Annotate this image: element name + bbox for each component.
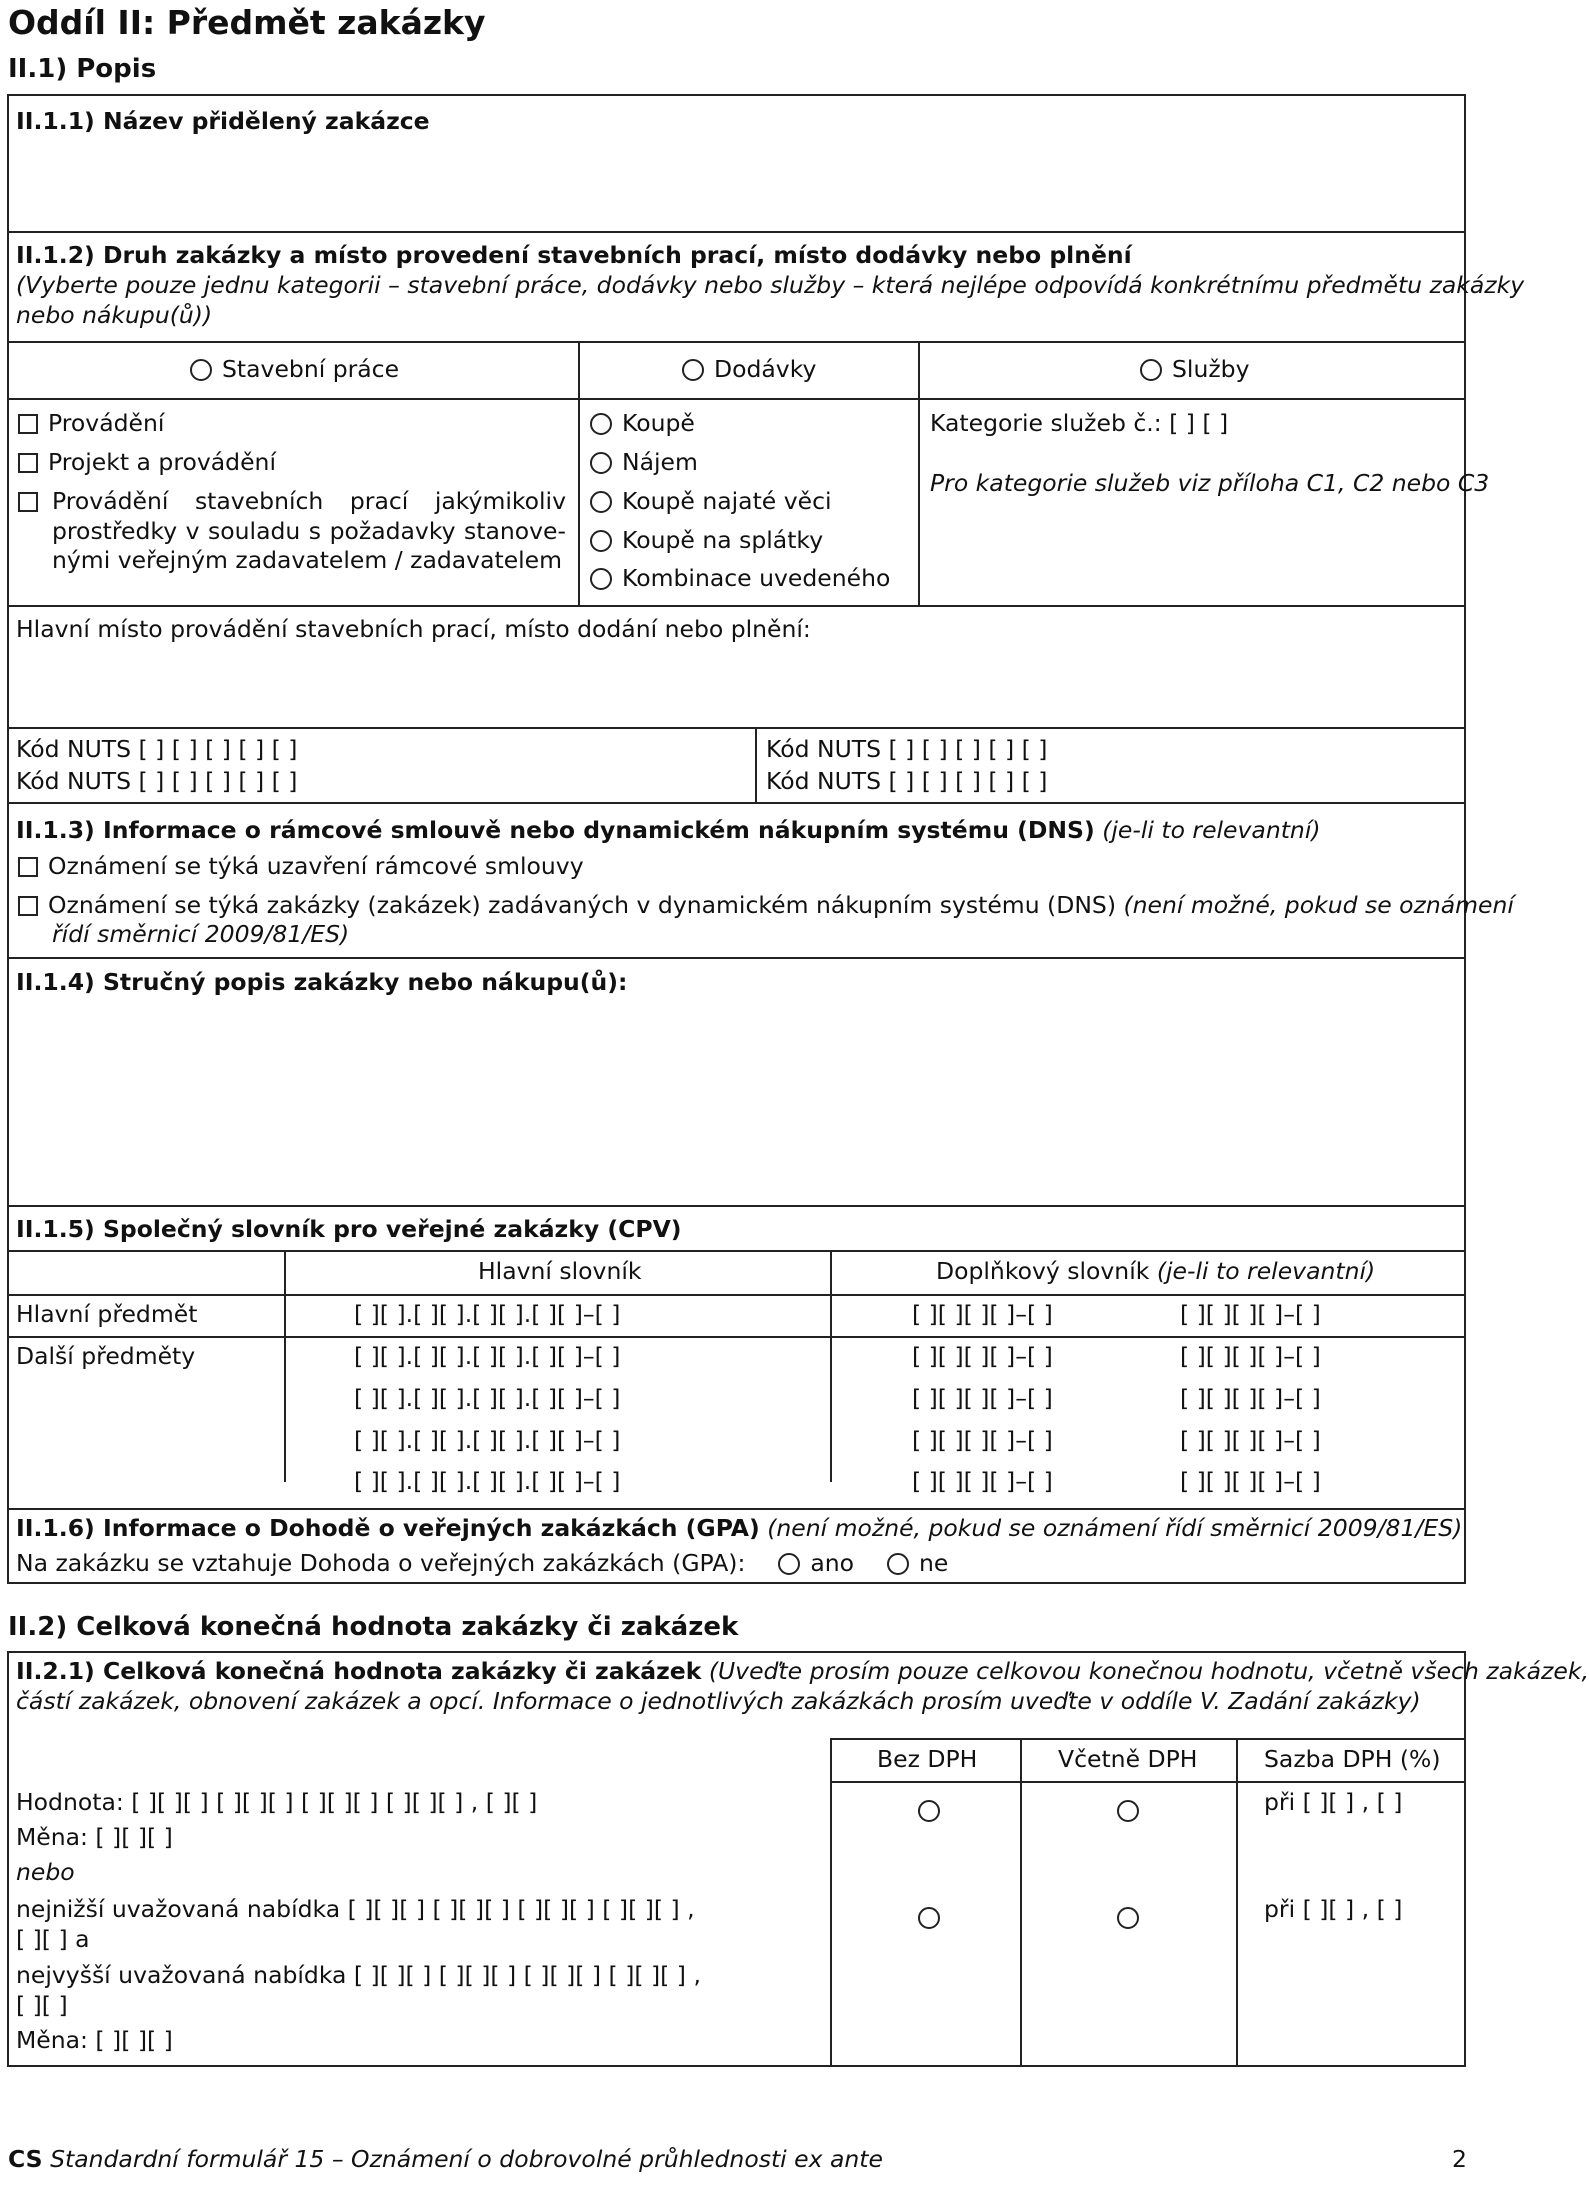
cpv-other-supp-code[interactable]: [ ][ ][ ][ ]–[ ] <box>1180 1342 1321 1370</box>
subsection-title-total-value: II.2) Celková konečná hodnota zakázky či zakázek <box>8 1612 739 1642</box>
incl-vat-radio-2[interactable] <box>1117 1902 1139 1932</box>
works-option-other-means-label: Provádění stavebních prací jakýmikoliv prostředky v souladu s požadavky stanove- <box>52 487 566 545</box>
footer-lang: CS <box>8 2145 43 2173</box>
incl-vat-radio[interactable] <box>1117 1795 1139 1825</box>
vat-rate-field-2[interactable]: při [ ][ ] , [ ] <box>1264 1895 1403 1923</box>
works-option-other-means-label-cont: nými veřejným zadavatelem / zadavatelem <box>52 546 563 574</box>
cpv-other-supp-code[interactable]: [ ][ ][ ][ ]–[ ] <box>912 1426 1053 1454</box>
subsection-title-popis: II.1) Popis <box>8 54 157 84</box>
ii13-title-row <box>16 815 1321 845</box>
supplies-radio[interactable] <box>682 359 704 381</box>
currency-field[interactable]: Měna: [ ][ ][ ] <box>16 1823 173 1851</box>
ii11-title: II.1.1) Název přidělený zakázce <box>16 107 430 135</box>
works-radio[interactable] <box>190 359 212 381</box>
ii16-title-note: (není možné, pokud se oznámení řídí směrnicí 2009/81/ES) <box>767 1514 1463 1542</box>
services-category: Kategorie služeb č.: [ ] [ ] <box>930 409 1229 437</box>
gpa-yes-label: ano <box>810 1549 855 1577</box>
vat-rate-field[interactable]: při [ ][ ] , [ ] <box>1264 1788 1403 1816</box>
cpv-other-supp-code[interactable]: [ ][ ][ ][ ]–[ ] <box>912 1467 1053 1495</box>
works-option-execution[interactable]: Provádění <box>18 408 164 438</box>
ii21-note-line1: (Uveďte prosím pouze celkovou konečnou hodnotu, včetně všech zakázek, <box>708 1657 1589 1685</box>
nuts-code-1[interactable]: Kód NUTS [ ] [ ] [ ] [ ] [ ] <box>16 735 298 763</box>
cpv-supp-vocabulary-header: Doplňkový slovník (je-li to relevantní) <box>936 1257 1376 1285</box>
nuts-code-4[interactable]: Kód NUTS [ ] [ ] [ ] [ ] [ ] <box>766 767 1048 795</box>
dps-option[interactable]: Oznámení se týká zakázky (zakázek) zadávaných v dynamickém nákupním systému (DNS) (není možné, pokud se oznámení <box>18 890 1514 920</box>
works-option-other-means[interactable] <box>18 486 48 516</box>
radio[interactable] <box>590 413 612 435</box>
cpv-other-code[interactable]: [ ][ ].[ ][ ].[ ][ ].[ ][ ]–[ ] <box>354 1342 621 1370</box>
cpv-other-supp-code[interactable]: [ ][ ][ ][ ]–[ ] <box>1180 1384 1321 1412</box>
services-column-header[interactable]: Služby <box>1140 354 1250 384</box>
ii21-title: II.2.1) Celková konečná hodnota zakázky či zakázek <box>16 1657 702 1685</box>
dps-option-note: řídí směrnicí 2009/81/ES) <box>52 920 350 948</box>
ii16-title: II.1.6) Informace o Dohodě o veřejných zakázkách (GPA) <box>16 1514 760 1542</box>
supplies-option-combination[interactable]: Kombinace uvedeného <box>590 563 890 593</box>
works-option-design-execution[interactable]: Projekt a provádění <box>18 447 276 477</box>
vat-rate-header: Sazba DPH (%) <box>1264 1745 1441 1773</box>
cpv-other-code[interactable]: [ ][ ].[ ][ ].[ ][ ].[ ][ ]–[ ] <box>354 1426 621 1454</box>
gpa-question: Na zakázku se vztahuje Dohoda o veřejných zakázkách (GPA): <box>16 1549 746 1577</box>
footer <box>8 2144 883 2174</box>
nuts-code-3[interactable]: Kód NUTS [ ] [ ] [ ] [ ] [ ] <box>766 735 1048 763</box>
cpv-other-supp-code[interactable]: [ ][ ][ ][ ]–[ ] <box>912 1384 1053 1412</box>
cpv-main-object-label: Hlavní předmět <box>16 1300 198 1328</box>
excl-vat-radio[interactable] <box>918 1795 940 1825</box>
radio[interactable] <box>590 530 612 552</box>
supplies-option-lease[interactable]: Nájem <box>590 447 698 477</box>
radio[interactable] <box>590 452 612 474</box>
nuts-code-2[interactable]: Kód NUTS [ ] [ ] [ ] [ ] [ ] <box>16 767 298 795</box>
cpv-other-supp-code[interactable]: [ ][ ][ ][ ]–[ ] <box>1180 1426 1321 1454</box>
currency-field-2[interactable]: Měna: [ ][ ][ ] <box>16 2026 173 2054</box>
radio[interactable] <box>590 491 612 513</box>
footer-form-name: Standardní formulář 15 – Oznámení o dobrovolné průhlednosti ex ante <box>50 2145 883 2173</box>
checkbox[interactable] <box>18 453 38 473</box>
ii21-note-line2: částí zakázek, obnovení zakázek a opcí. Informace o jednotlivých zakázkách prosím uveďte v oddíle V. Zadání zakázky) <box>16 1687 1421 1715</box>
excl-vat-radio-2[interactable] <box>918 1902 940 1932</box>
cpv-main-code[interactable]: [ ][ ].[ ][ ].[ ][ ].[ ][ ]–[ ] <box>354 1300 621 1328</box>
gpa-yes-radio[interactable] <box>778 1553 800 1575</box>
checkbox[interactable] <box>18 414 38 434</box>
radio[interactable] <box>590 568 612 590</box>
cpv-supp-code[interactable]: [ ][ ][ ][ ]–[ ] <box>1180 1300 1321 1328</box>
cpv-main-vocabulary-header: Hlavní slovník <box>478 1257 642 1285</box>
gpa-question-row <box>16 1548 948 1578</box>
highest-offer-field-cont[interactable]: [ ][ ] <box>16 1991 68 2019</box>
supplies-option-purchase[interactable]: Koupě <box>590 408 695 438</box>
excl-vat-header: Bez DPH <box>877 1745 978 1773</box>
ii16-title-row <box>16 1513 1462 1543</box>
cpv-other-code[interactable]: [ ][ ].[ ][ ].[ ][ ].[ ][ ]–[ ] <box>354 1384 621 1412</box>
supplies-option-rental[interactable]: Koupě najaté věci <box>590 486 832 516</box>
supplies-column-header[interactable]: Dodávky <box>682 354 816 384</box>
ii15-title: II.1.5) Společný slovník pro veřejné zakázky (CPV) <box>16 1215 682 1243</box>
gpa-no-label: ne <box>919 1549 949 1577</box>
gpa-no-radio[interactable] <box>887 1553 909 1575</box>
cpv-other-supp-code[interactable]: [ ][ ][ ][ ]–[ ] <box>912 1342 1053 1370</box>
value-field[interactable]: Hodnota: [ ][ ][ ] [ ][ ][ ] [ ][ ][ ] [ ][ ][ ] , [ ][ ] <box>16 1788 538 1816</box>
checkbox[interactable] <box>18 896 38 916</box>
or-label: nebo <box>16 1858 75 1886</box>
services-radio[interactable] <box>1140 359 1162 381</box>
ii13-title: II.1.3) Informace o rámcové smlouvě nebo dynamickém nákupním systému (DNS) <box>16 816 1095 844</box>
highest-offer-field[interactable]: nejvyšší uvažovaná nabídka [ ][ ][ ] [ ][ ][ ] [ ][ ][ ] [ ][ ][ ] , <box>16 1961 701 1989</box>
lowest-offer-field-cont[interactable]: [ ][ ] a <box>16 1925 90 1953</box>
section-title: Oddíl II: Předmět zakázky <box>8 3 486 42</box>
incl-vat-header: Včetně DPH <box>1058 1745 1198 1773</box>
place-label: Hlavní místo provádění stavebních prací, místo dodání nebo plnění: <box>16 615 811 643</box>
ii12-note-line2: nebo nákupu(ů)) <box>16 301 213 329</box>
cpv-other-supp-code[interactable]: [ ][ ][ ][ ]–[ ] <box>1180 1467 1321 1495</box>
page-number: 2 <box>1452 2145 1467 2173</box>
works-column-header[interactable]: Stavební práce <box>190 354 399 384</box>
ii12-title: II.1.2) Druh zakázky a místo provedení stavebních prací, místo dodávky nebo plnění <box>16 241 1132 269</box>
ii21-title-row <box>16 1656 1589 1686</box>
lowest-offer-field[interactable]: nejnižší uvažovaná nabídka [ ][ ][ ] [ ][ ][ ] [ ][ ][ ] [ ][ ][ ] , <box>16 1895 695 1923</box>
ii13-title-note: (je-li to relevantní) <box>1102 816 1321 844</box>
ii12-note-line1: (Vyberte pouze jednu kategorii – stavební práce, dodávky nebo služby – která nejlépe odpovídá konkrétnímu předmětu zakázky <box>16 271 1525 299</box>
supplies-option-hire-purchase[interactable]: Koupě na splátky <box>590 525 823 555</box>
cpv-other-objects-label: Další předměty <box>16 1342 196 1370</box>
checkbox[interactable] <box>18 492 38 512</box>
cpv-other-code[interactable]: [ ][ ].[ ][ ].[ ][ ].[ ][ ]–[ ] <box>354 1467 621 1495</box>
cpv-supp-code[interactable]: [ ][ ][ ][ ]–[ ] <box>912 1300 1053 1328</box>
checkbox[interactable] <box>18 857 38 877</box>
services-note: Pro kategorie služeb viz příloha C1, C2 nebo C3 <box>930 469 1490 497</box>
ii14-title: II.1.4) Stručný popis zakázky nebo nákupu(ů): <box>16 968 628 996</box>
framework-agreement-option[interactable]: Oznámení se týká uzavření rámcové smlouvy <box>18 851 584 881</box>
